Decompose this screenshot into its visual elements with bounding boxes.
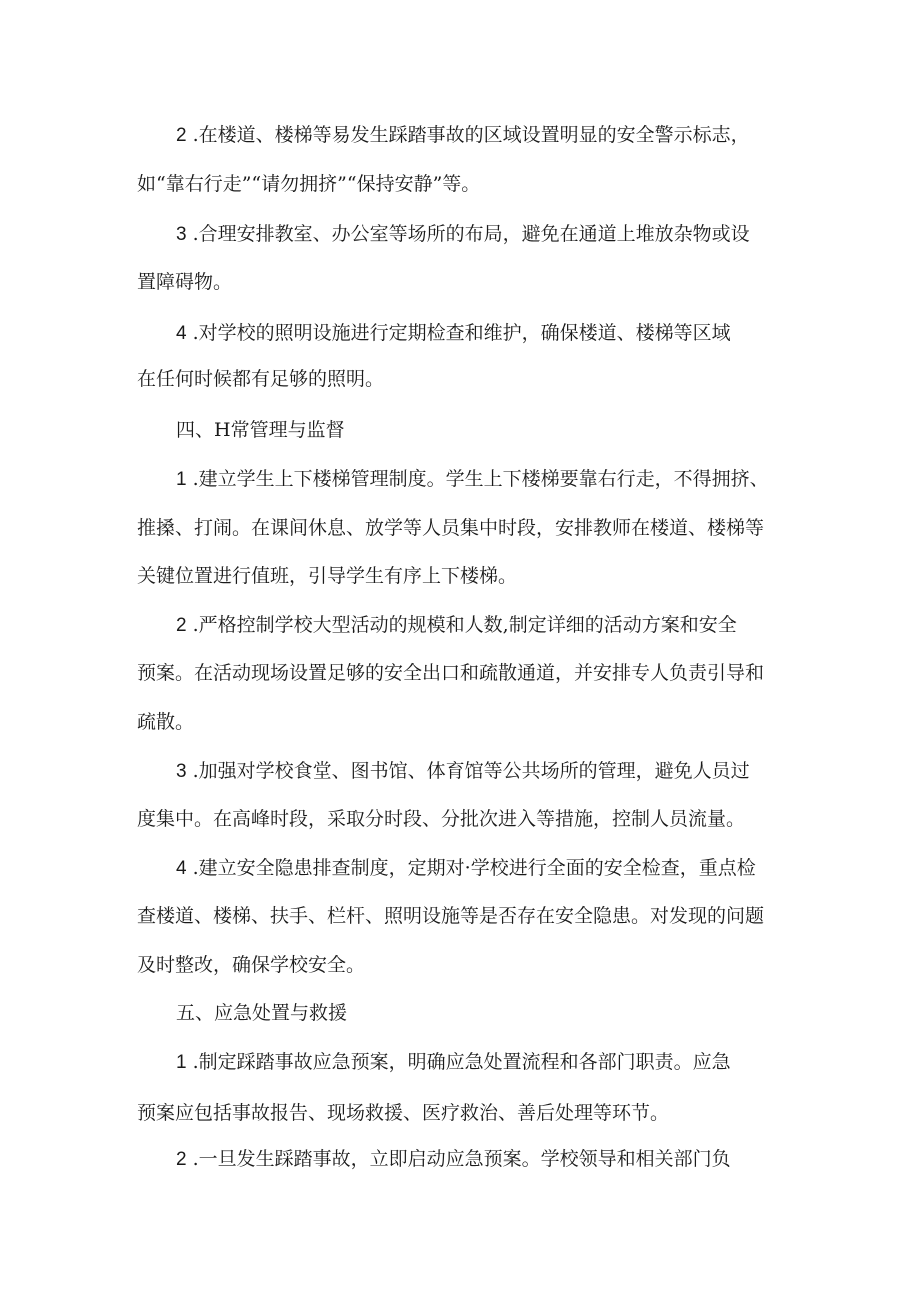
paragraph-line <box>176 1053 731 1072</box>
paragraph-line <box>137 956 365 975</box>
line-text: .制定踩踏事故应急预案，明确应急处置流程和各部门职责。应急 <box>186 1051 731 1073</box>
line-text: 预案应包括事故报告、现场救援、医疗救治、善后处理等环节。 <box>137 1102 670 1124</box>
paragraph-line <box>137 713 194 732</box>
list-number: 2 <box>176 1149 187 1170</box>
line-text: .严格控制学校大型活动的规模和人数,制定详细的活动方案和安全 <box>186 614 737 636</box>
paragraph-line <box>137 273 232 292</box>
paragraph-line <box>176 126 750 145</box>
paragraph-line <box>137 175 480 194</box>
line-text: 及时整改，确保学校安全。 <box>137 954 366 976</box>
line-text: 推搡、打闹。在课间休息、放学等人员集中时段，安排教师在楼道、楼梯等 <box>137 517 765 539</box>
paragraph-line <box>176 762 750 781</box>
line-text: 置障碍物。 <box>137 271 233 293</box>
paragraph-line <box>176 225 750 244</box>
line-text: 如“靠右行走”“请勿拥挤”“保持安静”等。 <box>137 173 481 195</box>
paragraph-line <box>176 859 756 878</box>
list-number: 3 <box>176 224 187 245</box>
paragraph-line <box>137 567 517 586</box>
paragraph-line <box>176 324 731 343</box>
list-number: 2 <box>176 615 187 636</box>
line-text: 度集中。在高峰时段，采取分时段、分批次进入等措施，控制人员流量。 <box>137 808 746 830</box>
paragraph-line <box>137 519 764 538</box>
list-number: 1 <box>176 1052 187 1073</box>
line-text: .合理安排教室、办公室等场所的布局，避免在通道上堆放杂物或设 <box>186 223 750 245</box>
list-number: 3 <box>176 761 187 782</box>
paragraph-line <box>176 1150 731 1169</box>
line-text: 疏散。 <box>137 711 195 733</box>
line-text: 预案。在活动现场设置足够的安全出口和疏散通道，并安排专人负责引导和 <box>137 662 765 684</box>
paragraph-line <box>137 907 764 926</box>
section-heading <box>176 421 345 440</box>
line-text: .在楼道、楼梯等易发生踩踏事故的区域设置明显的安全警示标志， <box>186 124 750 146</box>
line-text: .建立安全隐患排查制度，定期对·学校进行全面的安全检查，重点检 <box>186 857 756 879</box>
list-number: 4 <box>176 858 187 879</box>
list-number: 2 <box>176 125 187 146</box>
paragraph-line <box>176 470 769 489</box>
line-text: .加强对学校食堂、图书馆、体育馆等公共场所的管理，避免人员过 <box>186 760 750 782</box>
line-text: .建立学生上下楼梯管理制度。学生上下楼梯要靠右行走，不得拥挤、 <box>186 468 769 490</box>
list-number: 4 <box>176 323 187 344</box>
line-text: 关键位置进行值班，引导学生有序上下楼梯。 <box>137 565 518 587</box>
line-text: 查楼道、楼梯、扶手、栏杆、照明设施等是否存在安全隐患。对发现的问题 <box>137 905 765 927</box>
section-heading <box>176 1004 347 1023</box>
line-text: 在任何时候都有足够的照明。 <box>137 368 385 390</box>
list-number: 1 <box>176 469 187 490</box>
paragraph-line <box>137 1104 669 1123</box>
paragraph-line <box>137 664 764 683</box>
paragraph-line <box>137 370 384 389</box>
line-text: .一旦发生踩踏事故，立即启动应急预案。学校领导和相关部门负 <box>186 1148 731 1170</box>
line-text: .对学校的照明设施进行定期检查和维护，确保楼道、楼梯等区域 <box>186 322 731 344</box>
heading-text: 四、H常管理与监督 <box>176 419 345 441</box>
paragraph-line <box>176 616 737 635</box>
heading-text: 五、应急处置与救援 <box>176 1002 348 1024</box>
paragraph-line <box>137 810 745 829</box>
